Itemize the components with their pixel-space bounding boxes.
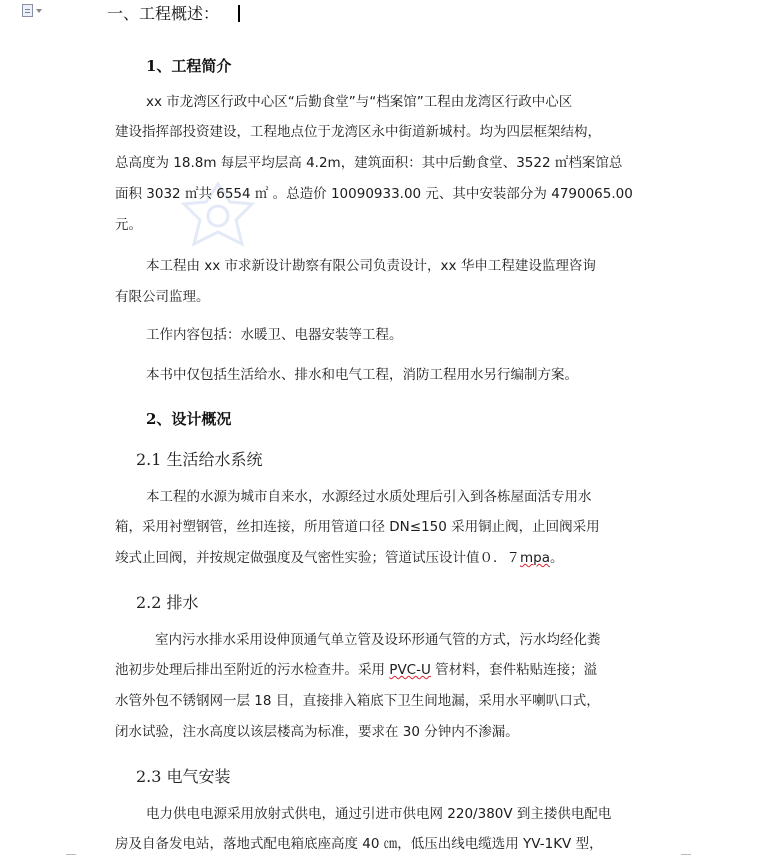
text-span: 。	[550, 550, 564, 566]
paragraph-line: 本书中仅包括生活给水、排水和电气工程，消防工程用水另行编制方案。	[146, 367, 578, 383]
text-cursor	[238, 5, 240, 22]
paragraph-line: 建设指挥部投资建设，工程地点位于龙湾区永中街道新城村。均为四层框架结构，	[115, 124, 601, 140]
section-title-1: 1、工程简介	[146, 57, 232, 75]
paragraph-line: 面积 3032 ㎡共 6554 ㎡ 。总造价 10090933.00 元、其中安装部分为 4790065.00	[115, 186, 633, 202]
document-menu-button[interactable]	[22, 4, 42, 17]
paragraph-line: 有限公司监理。	[115, 289, 210, 305]
page-corner-mark	[66, 854, 76, 865]
page-corner-mark	[681, 854, 691, 865]
text-span: 管材料，套件粘贴连接；溢	[430, 662, 598, 678]
text-span: 竣式止回阀，并按规定做强度及气密性实验；管道试压设计值０．７	[115, 550, 520, 566]
paragraph-line: 房及自备发电站，落地式配电箱底座高度 40 ㎝，低压出线电缆选用 YV-1KV 型，	[115, 836, 603, 852]
paragraph-line: xx 市龙湾区行政中心区“后勤食堂”与“档案馆”工程由龙湾区行政中心区	[146, 94, 573, 110]
paragraph-line	[115, 549, 564, 567]
paragraph-line: 总高度为 18.8m 每层平均层高 4.2m，建筑面积：其中后勤食堂、3522 ㎡档案馆总	[115, 155, 623, 171]
document-icon	[22, 4, 33, 17]
subsection-title-2-3: 2.3 电气安装	[136, 767, 231, 786]
paragraph-line: 室内污水排水采用设伸顶通气单立管及设环形通气管的方式，污水均经化粪	[155, 632, 601, 648]
paragraph-line: 电力供电电源采用放射式供电，通过引进市供电网 220/380V 到主搂供电配电	[146, 806, 612, 822]
paragraph-line: 工作内容包括：水暖卫、电器安装等工程。	[146, 327, 403, 343]
spellcheck-word[interactable]: PVC-U	[389, 662, 431, 678]
paragraph-line: 本工程的水源为城市自来水，水源经过水质处理后引入到各栋屋面活专用水	[146, 489, 592, 505]
paragraph-line: 元。	[115, 217, 142, 233]
paragraph-line: 箱，采用衬塑钢管，丝扣连接，所用管道口径 DN≤150 采用铜止阀，止回阀采用	[115, 519, 600, 535]
main-heading: 一、工程概述：	[107, 4, 220, 23]
subsection-title-2-1: 2.1 生活给水系统	[136, 450, 263, 469]
subsection-title-2-2: 2.2 排水	[136, 593, 199, 612]
spellcheck-word[interactable]: mpa	[520, 550, 550, 566]
paragraph-line	[115, 661, 597, 679]
section-title-2: 2、设计概况	[146, 410, 232, 428]
text-span: 池初步处理后排出至附近的污水检查井。采用	[115, 662, 390, 678]
chevron-down-icon	[36, 9, 42, 13]
paragraph-line: 本工程由 xx 市求新设计勘察有限公司负责设计，xx 华申工程建设监理咨询	[146, 258, 596, 274]
paragraph-line: 闭水试验，注水高度以该层楼高为标准，要求在 30 分钟内不渗漏。	[115, 724, 519, 740]
paragraph-line: 水管外包不锈钢网一层 18 目，直接排入箱底下卫生间地漏，采用水平喇叭口式，	[115, 693, 600, 709]
